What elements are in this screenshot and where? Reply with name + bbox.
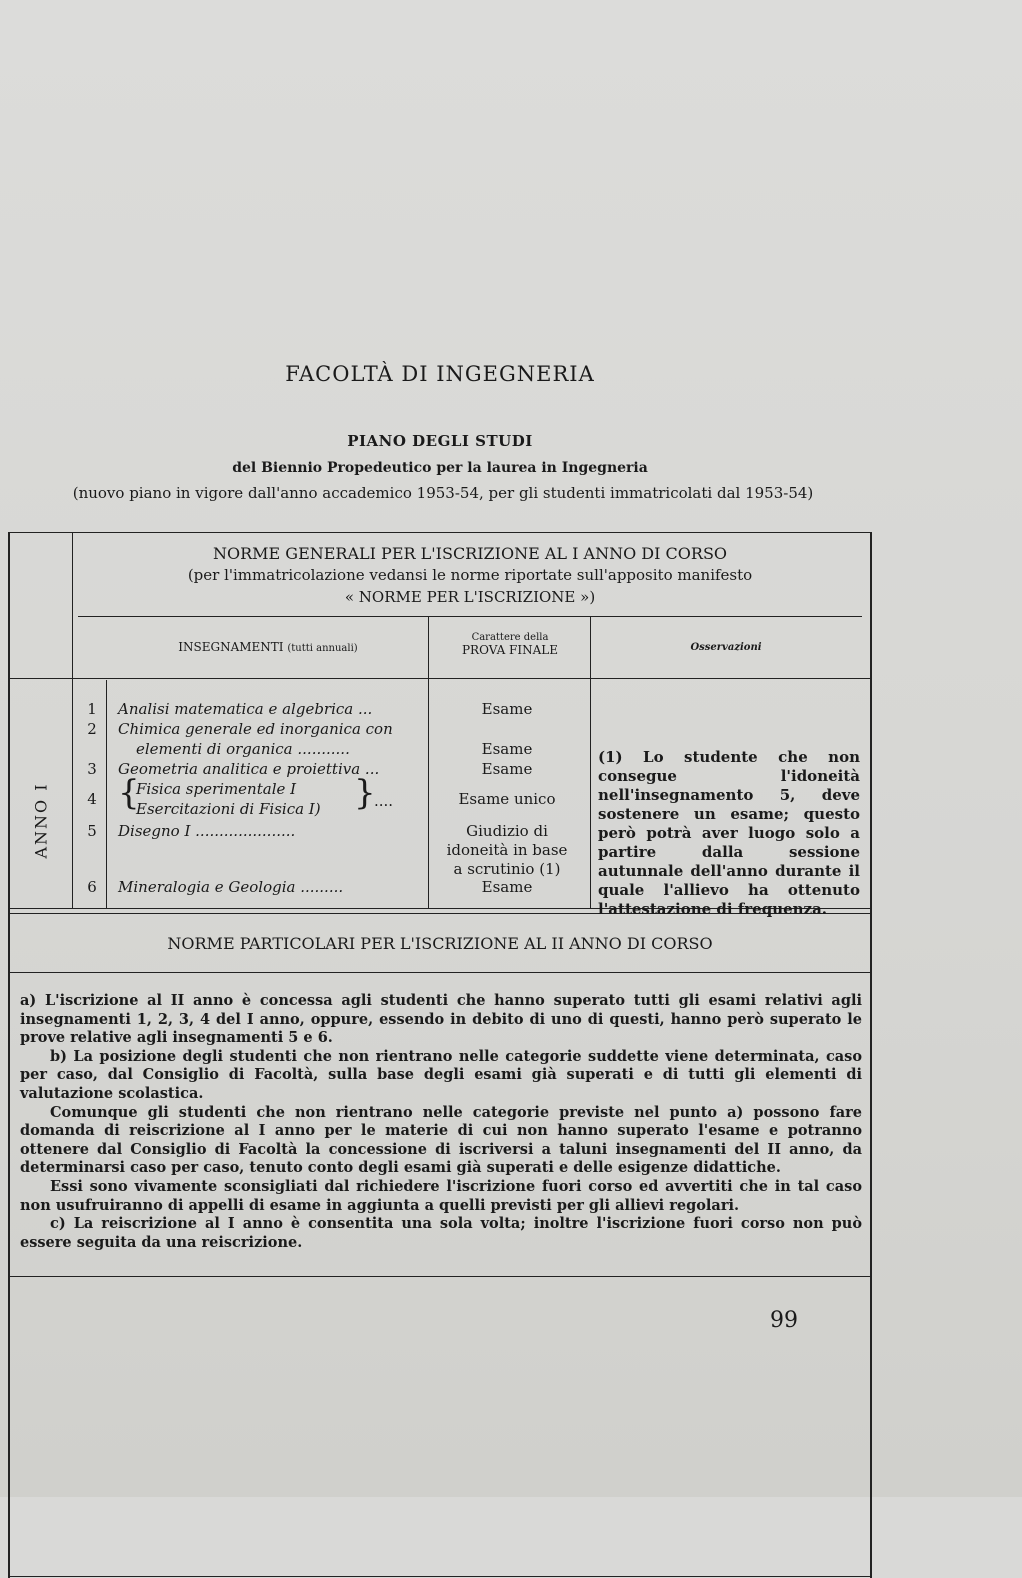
header-notes: Osservazioni [690, 642, 762, 653]
row-number: 5 [87, 822, 97, 840]
row-number: 3 [87, 760, 97, 778]
exam-type: Esame [481, 740, 533, 758]
general-rules-title: NORME GENERALI PER L'ISCRIZIONE AL I ANNO DI CORSO [212, 544, 728, 563]
faculty-title: FACOLTÀ DI INGEGNERIA [285, 362, 595, 386]
header-bottom-rule [8, 678, 872, 679]
header-exam [430, 632, 590, 657]
header-exam-line1: Carattere della [471, 632, 549, 643]
plan-subtitle: del Biennio Propedeutico per la laurea in Ingegneria [232, 460, 648, 476]
particular-title-rule [8, 972, 872, 973]
general-rules-note: (per l'immatricolazione vedansi le norme riportate sull'apposito manifesto [187, 566, 753, 584]
exam-type-cont: idoneità in base [446, 841, 568, 859]
observation-note: (1) Lo studente che non consegue l'idoneità nell'insegnamento 5, deve sostenere un esame; questo però potrà aver luogo solo a partire dalla sessione autunnale dell'anno durante il quale l'allievo ha ottenuto l'attestazione di frequenza. [598, 748, 860, 918]
col-divider-exam [428, 616, 429, 908]
rule-b: b) La posizione degli studenti che non rientrano nelle categorie suddette viene determinata, caso per caso, dal Consiglio di Facoltà, sulla base degli esami già superati e di tutti gli elementi di valutazione scolastica. [20, 1047, 862, 1102]
header-courses [110, 640, 426, 654]
course-name: Analisi matematica e algebrica ... [118, 700, 373, 718]
row-number: 4 [87, 790, 97, 808]
col-divider-num [106, 680, 107, 908]
course-name-cont: elementi di organica ........... [136, 740, 350, 758]
left-brace: { [118, 773, 140, 813]
course-name: Fisica sperimentale I [136, 780, 297, 798]
exam-type-cont: a scrutinio (1) [453, 860, 561, 878]
right-brace: } [354, 773, 376, 813]
year-label [24, 781, 58, 859]
table-top-rule [78, 616, 862, 617]
course-name: Mineralogia e Geologia ......... [118, 878, 344, 896]
particular-rules-body [20, 992, 862, 1252]
course-name-cont: Esercitazioni di Fisica I) [136, 800, 321, 818]
general-rules-note-2: « NORME PER L'ISCRIZIONE ») [344, 588, 596, 606]
page-bottom-rule [8, 1276, 872, 1277]
header-courses-label: INSEGNAMENTI [178, 640, 284, 654]
course-dots: .... [374, 792, 394, 810]
course-name: Geometria analitica e proiettiva ... [118, 760, 380, 778]
exam-type: Esame [481, 700, 533, 718]
rule-c: c) La reiscrizione al I anno è consentita una sola volta; inoltre l'iscrizione fuori corso non può essere seguita da una reiscrizione. [20, 1215, 862, 1251]
plan-title: PIANO DEGLI STUDI [347, 432, 533, 450]
rule-a: a) L'iscrizione al II anno è concessa agli studenti che hanno superato tutti gli esami relativi agli insegnamenti 1, 2, 3, 4 del I anno, oppure, essendo in debito di uno di questi, hanno però superato le prove relative agli insegnamenti 5 e 6. [20, 992, 862, 1047]
course-name: Chimica generale ed inorganica con [118, 720, 393, 738]
row-number: 1 [87, 700, 97, 718]
page-number: 99 [770, 1308, 798, 1333]
header-exam-line2: PROVA FINALE [461, 643, 559, 657]
exam-type: Esame [481, 760, 533, 778]
particular-rules-title: NORME PARTICOLARI PER L'ISCRIZIONE AL II ANNO DI CORSO [167, 934, 713, 953]
col-divider-notes [590, 616, 591, 908]
exam-type: Esame [481, 878, 533, 896]
col-divider-year [72, 532, 73, 908]
course-name: Disegno I ..................... [118, 822, 296, 840]
row-number: 6 [87, 878, 97, 896]
row-number: 2 [87, 720, 97, 738]
header-courses-note: (tutti annuali) [287, 643, 358, 654]
frame-bottom-rule [8, 1576, 872, 1577]
rule-b-cont: Comunque gli studenti che non rientrano nelle categorie previste nel punto a) possono fare domanda di reiscrizione al I anno per le materie di cui non hanno superato l'esame e potranno ottenere dal Consiglio di Facoltà la concessione di iscriversi a taluni insegnamenti del II anno, da determinarsi caso per caso, tenuto conto degli esami già superati e delle esigenze didattiche. [20, 1103, 862, 1177]
plan-note: (nuovo piano in vigore dall'anno accademico 1953-54, per gli studenti immatricolati dal 1953-54) [72, 484, 814, 502]
exam-type: Giudizio di [466, 822, 548, 840]
exam-type: Esame unico [458, 790, 556, 808]
year-label-text: ANNO I [31, 781, 51, 859]
rule-b-warning: Essi sono vivamente sconsigliati dal richiedere l'iscrizione fuori corso ed avvertiti che in tal caso non usufruiranno di appelli di esame in aggiunta a quelli previsti per gli allievi regolari. [20, 1177, 862, 1214]
